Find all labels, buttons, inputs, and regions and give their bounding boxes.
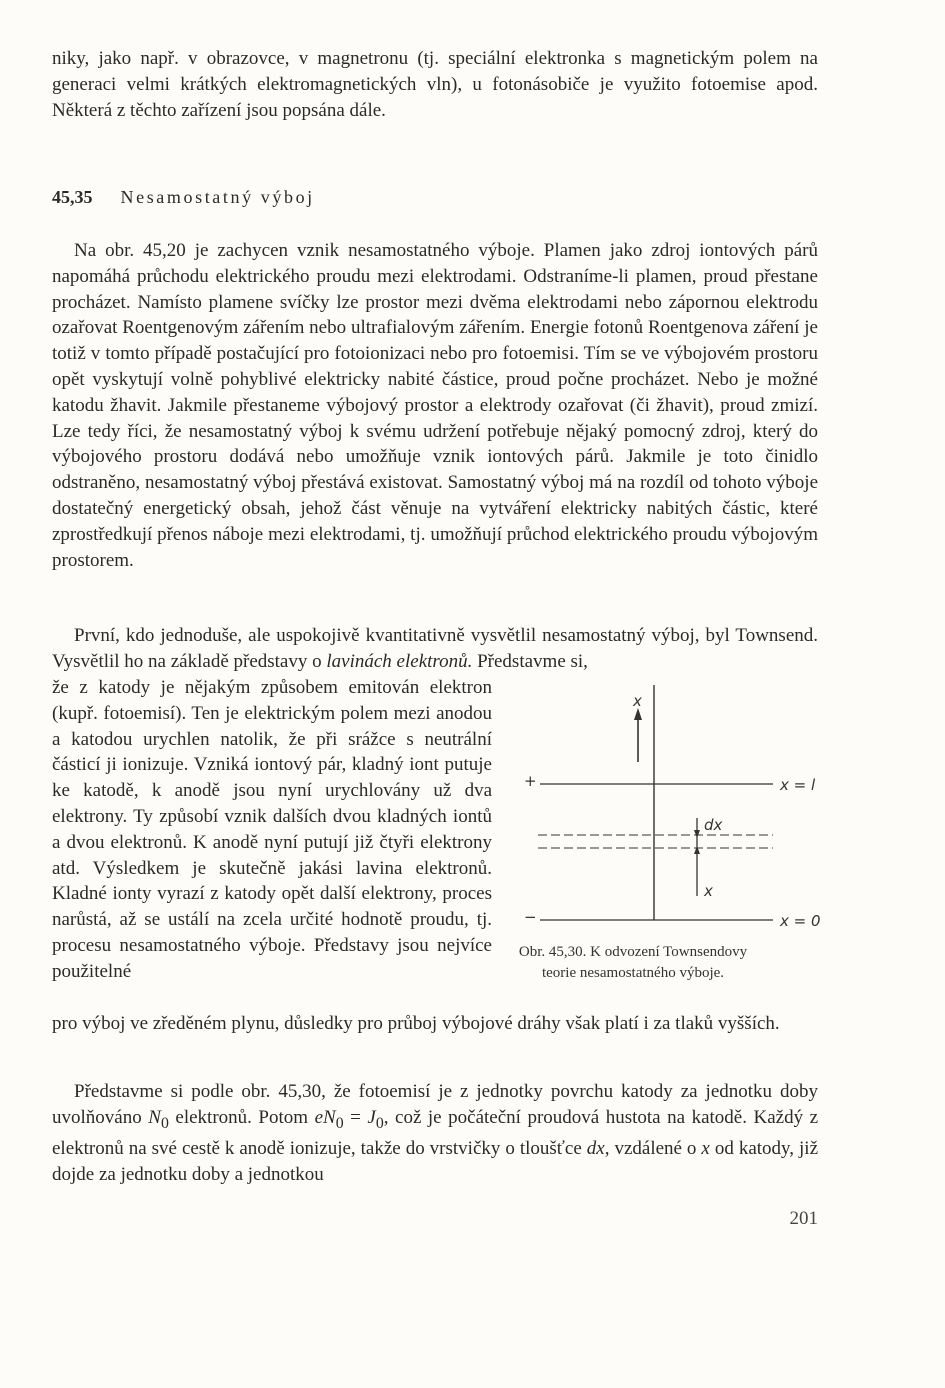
label-anode: x = l (780, 776, 816, 794)
caption-line-2: teorie nesamostatného výboje. (541, 965, 725, 981)
section-heading (52, 187, 315, 208)
p3-n0-sub: 0 (160, 1114, 169, 1132)
p3-n0: N (148, 1106, 161, 1128)
paragraph-2-lead (52, 623, 818, 675)
intro-paragraph: niky, jako např. v obrazovce, v magnetronu (tj. speciální elektronka s magnetickým polem na generaci velmi krátkých elektromagnetických vln), u fotonásobiče je využito fotoemise apod. Některá z těchto zařízení jsou popsána dále. (52, 48, 818, 121)
p3-j0: J (367, 1106, 376, 1128)
paragraph-2-emphasis: lavinách elektronů. (326, 650, 473, 672)
paragraph-1: Na obr. 45,20 je zachycen vznik nesamostatného výboje. Plamen jako zdroj iontových párů napomáhá průchodu elektrického proudu mezi elektrodami. Odstraníme-li plamen, proud přestane procházet. Namísto plamene svíčky lze prostor mezi dvěma elektrodami nebo zápornou elektrodu ozařovat Roentgenovým zářením nebo ultrafialovým zářením. Energie fotonů Roentgenova záření je totiž v tomto případě postačující pro fotoionizaci nebo pro fotoemisi. Tím se ve výbojovém prostoru opět vyskytují volně pohyblivé elektricky nabité částice, proud počne procházet. Nebo je možné katodu žhavit. Jakmile přestaneme výbojový prostor a elektrody ozařovat (či žhavit), proud zmizí. Lze tedy říci, že nesamostatný výboj k svému udržení potřebuje nějaký pomocný zdroj, který do výbojového prostoru dodává nebo umožňuje vznik iontových párů. Jakmile je toto činidlo odstraněno, nesamostatný výboj přestává existovat. Samostatný výboj má na rozdíl od tohoto výboje dostatečný energetický obsah, jehož část věnuje na vytváření elektricky nabitých částic, které zprostředkují přenos náboje mezi elektrodami, tj. umožňují průchod elektrického proudu výbojovým prostorem. (52, 240, 818, 571)
p3-text-1: Představme si podle obr. 45,30, že fotoemisí je z jednotky povrchu katody za jednotku doby uvolňováno (52, 1081, 818, 1128)
plus-sign: + (524, 772, 537, 790)
x-top-label: x (633, 692, 642, 710)
paragraph-3 (52, 1079, 818, 1188)
dx-label: dx (704, 816, 723, 834)
label-cathode: x = 0 (780, 912, 821, 930)
section-title: Nesamostatný výboj (120, 187, 315, 207)
p3-text-5: od katody, již dojde za jednotku doby a jednotkou (52, 1138, 819, 1186)
p3-en0: eN (314, 1106, 336, 1128)
dx-arrow-head (694, 830, 700, 838)
figure-caption (468, 942, 798, 984)
x-distance-arrow-head (694, 846, 700, 854)
p3-dx: dx (586, 1138, 605, 1160)
p3-x: x (701, 1138, 710, 1160)
page-number: 201 (789, 1208, 818, 1229)
p3-j0-sub: 0 (375, 1114, 384, 1132)
minus-sign: − (524, 908, 537, 926)
paragraph-2-wrapped: že z katody je nějakým způsobem emitován elektron (kupř. fotoemisí). Ten je elektrickým polem mezi anodou a katodou urychlen natolik, že při srážce s neutrální částicí ji ionizuje. Vzniká iontový pár, kladný iont putuje ke katodě, k anodě jsou nyní urychlovány už dva elektrony. Ty způsobí vznik dalších dvou kladných iontů a dvou elektronů. K anodě nyní putují již čtyři elektrony atd. Výsledkem je skutečně jakási lavina elektronů. Kladné ionty vyrazí z katody opět další elektrony, proces narůstá, až se ustálí na zcela určité hodnotě proudu, tj. procesu nesamostatného výboje. Představy jsou nejvíce použitelné (52, 677, 492, 982)
paragraph-2-tail: Představme si, (477, 650, 588, 672)
p3-equals: = (350, 1106, 361, 1128)
x-mid-label: x (704, 882, 713, 900)
p3-text-3: , což je počáteční proudová hustota na katodě. Každý z elektronů na své cestě k anodě ionizuje, takže do vrstvičky o tloušťce (52, 1106, 819, 1160)
paragraph-2-end: pro výboj ve zředěném plynu, důsledky pro průboj výbojové dráhy však platí i za tlaků vyšších. (52, 1013, 780, 1034)
caption-line-1: Obr. 45,30. K odvození Townsendovy (518, 944, 748, 960)
p3-text-2: elektronů. Potom (175, 1106, 309, 1128)
townsend-figure (468, 680, 821, 990)
paragraph-2-lead-text: První, kdo jednoduše, ale uspokojivě kvantitativně vysvětlil nesamostatný výboj, byl Townsend. Vysvětlil ho na základě představy o (52, 625, 818, 672)
p3-text-4: , vzdálené o (604, 1138, 697, 1160)
p3-en0-sub: 0 (335, 1114, 344, 1132)
section-number: 45,35 (52, 187, 93, 207)
figure-diagram (468, 680, 798, 940)
